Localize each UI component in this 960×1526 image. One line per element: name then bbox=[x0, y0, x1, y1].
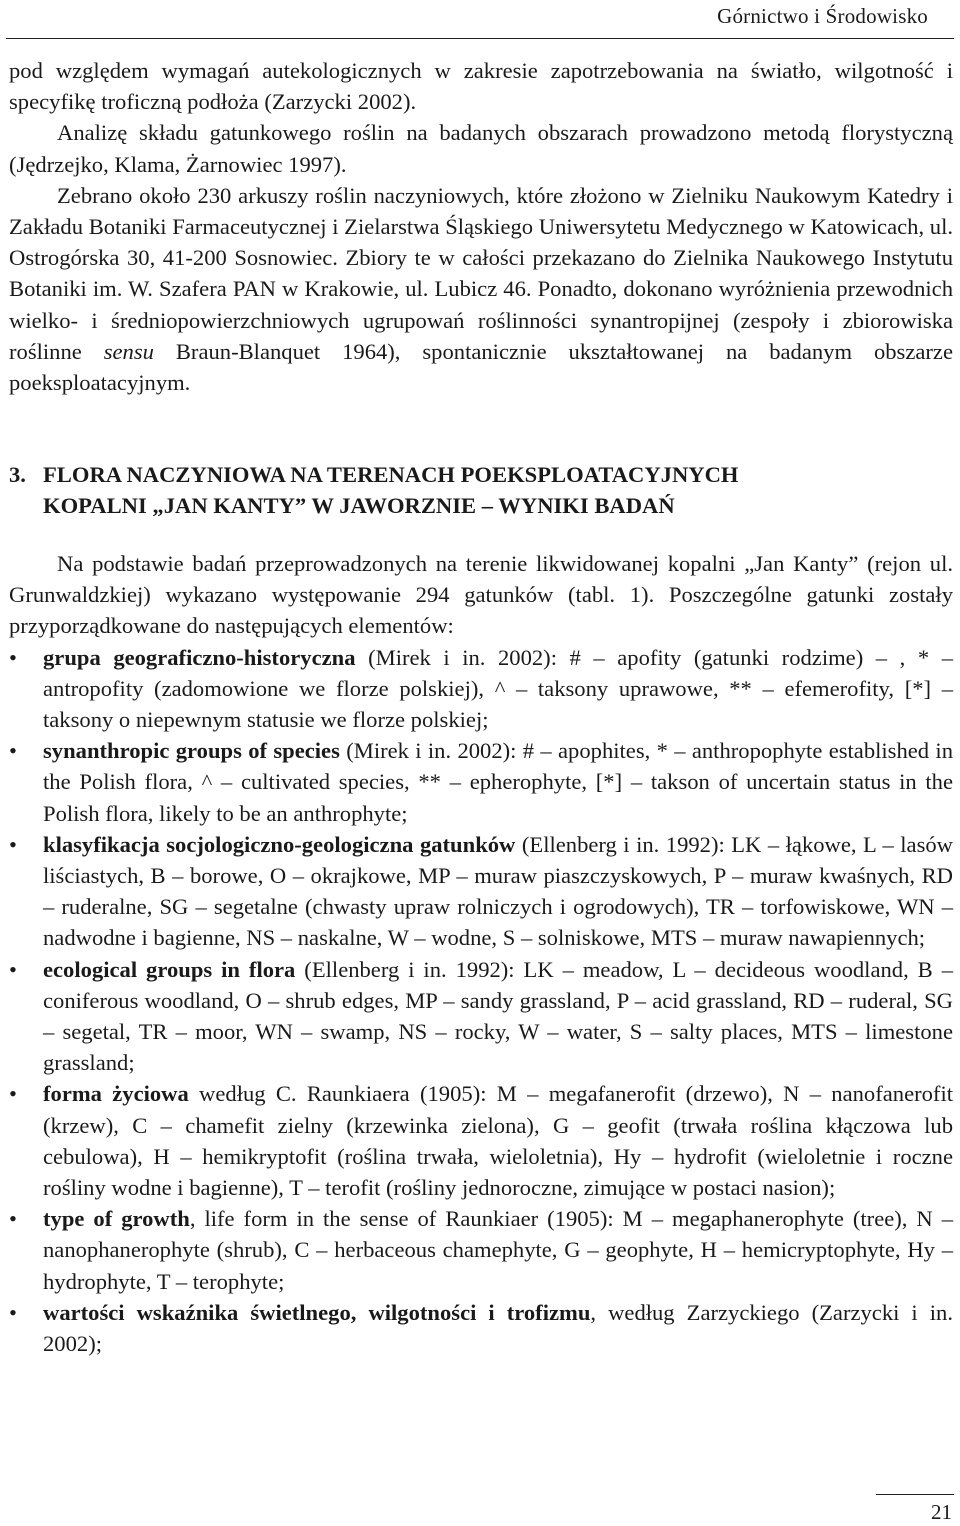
section-heading-line-1: FLORA NACZYNIOWA NA TERENACH POEKSPLOATACYJNYCH bbox=[43, 462, 739, 487]
section-number: 3. bbox=[9, 462, 26, 487]
list-item-description: (Ellenberg i in. 1992): LK – łąkowe, L – lasów liściastych, B – borowe, O – okrajkowe, MP – muraw piaszczyskowych, P – muraw kwaśnych, RD – ruderalne, SG – segetalne (chwasty upraw rolniczych i ogrodowych), TR – torfowiskowe, WN – nadwodne i bagienne, NS – naskalne, W – wodne, S – solniskowe, MTS – muraw nawapiennych; bbox=[43, 831, 953, 951]
list-item-term: ecological groups in flora bbox=[43, 956, 296, 982]
paragraph-3 bbox=[9, 180, 953, 398]
list-item-term: klasyfikacja socjologiczno-geologiczna gatunków bbox=[43, 831, 516, 857]
list-item bbox=[9, 1078, 953, 1203]
list-item-term: forma życiowa bbox=[43, 1081, 189, 1107]
bullet-icon: • bbox=[9, 956, 17, 982]
list-item-description: , life form in the sense of Raunkiaer (1905): M – megaphanerophyte (tree), N – nanophanerophyte (shrub), C – herbaceous chamephyte, G – geophyte, H – hemicryptophyte, Hy – hydrophyte, T – terophyte; bbox=[43, 1206, 953, 1294]
header-rule bbox=[6, 38, 954, 39]
body-text-bottom bbox=[9, 548, 953, 1359]
list-item bbox=[9, 954, 953, 1079]
body-text-top bbox=[9, 55, 953, 398]
paragraph-3-text-a: Zebrano około 230 arkuszy roślin naczyniowych, które złożono w Zielniku Naukowym Katedry i Zakładu Botaniki Farmaceutycznej i Zielarstwa Śląskiego Uniwersytetu Medycznego w Katowicach, ul. Ostrogórska 30, 41-200 Sosnowiec. Zbiory te w całości przekazano do Zielnika Naukowego Instytutu Botaniki im. W. Szafera PAN w Krakowie, ul. Lubicz 46. Ponadto, dokonano wyróżnienia przewodnich wielko- i średniopowierzchniowych ugrupowań roślinności synantropijnej (zespoły i zbiorowiska roślinne bbox=[9, 182, 953, 364]
list-item-description: , według Zarzyckiego (Zarzycki i in. 2002); bbox=[43, 1299, 953, 1357]
paragraph-3-text-b: Braun-Blanquet 1964), spontanicznie ukształtowanej na badanym obszarze poeksploatacyjnym. bbox=[9, 338, 953, 396]
bullet-icon: • bbox=[9, 1081, 17, 1107]
list-item-description: (Ellenberg i in. 1992): LK – meadow, L – decideous woodland, B – coniferous woodland, O – shrub edges, MP – sandy grassland, P – acid grassland, RD – ruderal, SG – segetal, TR – moor, WN – swamp, NS – rocky, W – water, S – salty places, MTS – limestone grassland; bbox=[43, 956, 953, 1076]
footer-rule bbox=[876, 1494, 954, 1495]
bullet-icon: • bbox=[9, 644, 17, 670]
section-heading-line-2: KOPALNI „JAN KANTY” W JAWORZNIE – WYNIKI BADAŃ bbox=[43, 493, 675, 519]
list-item bbox=[9, 1203, 953, 1297]
paragraph-4: Na podstawie badań przeprowadzonych na terenie likwidowanej kopalni „Jan Kanty” (rejon ul. Grunwaldzkiej) wykazano występowanie 294 gatunków (tabl. 1). Poszczególne gatunki zostały przyporządkowane do następujących elementów: bbox=[9, 551, 953, 639]
list-item-term: wartości wskaźnika świetlnego, wilgotności i trofizmu bbox=[43, 1299, 591, 1325]
list-item-term: type of growth bbox=[43, 1206, 190, 1232]
section-heading bbox=[9, 459, 953, 521]
page-number: 21 bbox=[931, 1500, 952, 1524]
list-item-description: (Mirek i in. 2002): # – apofity (gatunki rodzime) – , * – antropofity (zadomowione we florze polskiej), ^ – taksony uprawowe, ** – efemerofity, [*] – taksony o niepewnym statusie we florze polskiej; bbox=[43, 644, 954, 733]
bullet-icon: • bbox=[9, 1206, 17, 1232]
list-item bbox=[9, 829, 953, 954]
running-head: Górnictwo i Środowisko bbox=[717, 4, 928, 28]
bullet-icon: • bbox=[9, 831, 17, 857]
paragraph-1: pod względem wymagań autekologicznych w zakresie zapotrzebowania na światło, wilgotność i specyfikę troficzną podłoża (Zarzycki 2002). bbox=[9, 58, 953, 115]
classification-list bbox=[9, 642, 953, 1360]
bullet-icon: • bbox=[9, 738, 17, 764]
list-item bbox=[9, 735, 953, 829]
list-item-description: według C. Raunkiaera (1905): M – megafanerofit (drzewo), N – nanofanerofit (krzew), C – chamefit zielny (krzewinka zielona), G – geofit (trwała roślina kłączowa lub cebulowa), H – hemikryptofit (roślina trwała, wieloletnia), Hy – hydrofit (wieloletnie i roczne rośliny wodne i bagienne), T – terofit (rośliny jednoroczne, zimujące w postaci nasion); bbox=[43, 1081, 953, 1201]
list-item-term: grupa geograficzno-historyczna bbox=[43, 644, 356, 670]
paragraph-2: Analizę składu gatunkowego roślin na badanych obszarach prowadzono metodą florystyczną (Jędrzejko, Klama, Żarnowiec 1997). bbox=[9, 120, 953, 177]
list-item bbox=[9, 642, 953, 736]
bullet-icon: • bbox=[9, 1299, 17, 1325]
paragraph-3-italic: sensu bbox=[103, 338, 154, 364]
list-item bbox=[9, 1297, 953, 1359]
list-item-term: synanthropic groups of species bbox=[43, 738, 340, 764]
list-item-description: (Mirek i in. 2002): # – apophites, * – anthropophyte established in the Polish flora, ^ – cultivated species, ** – epherophyte, [*] – takson of uncertain status in the Polish flora, likely to be an anthrophyte; bbox=[43, 738, 953, 826]
